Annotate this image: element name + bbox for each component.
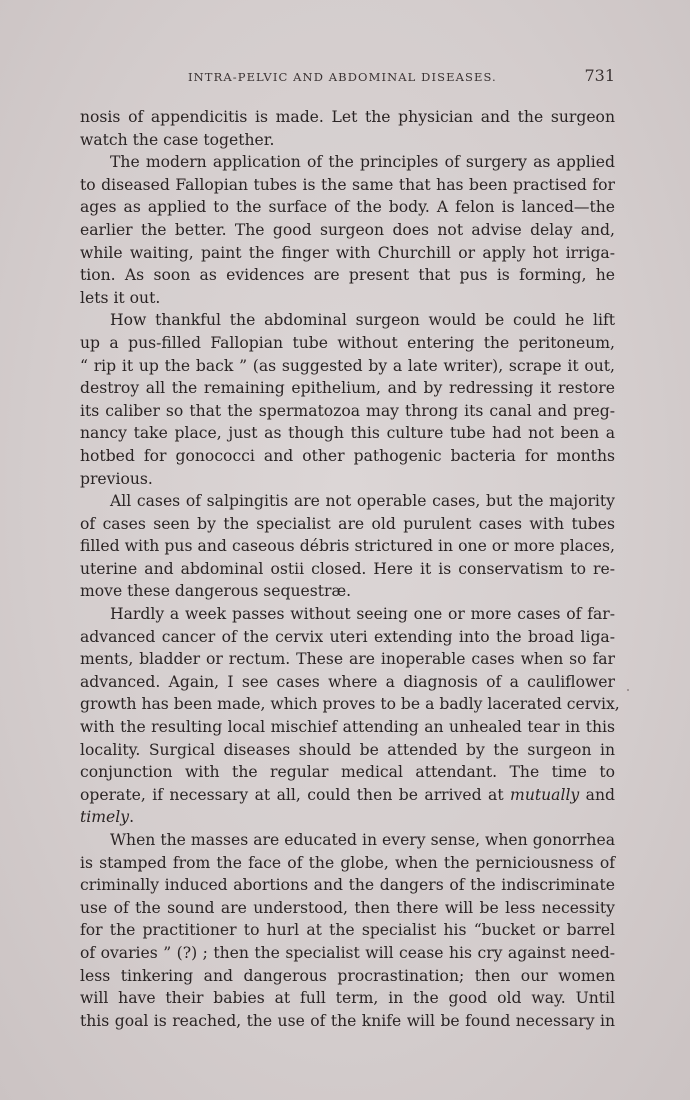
- text-line-content: criminally induced abortions and the dangers of the indiscriminate: [80, 876, 615, 895]
- text-line-content: nancy take place, just as though this culture tube had not been a: [80, 424, 615, 443]
- text-line: [80, 174, 615, 197]
- text-line: [80, 468, 615, 491]
- text-line-content: of ovaries ” (?) ; then the specialist will cease his cry against need-: [80, 943, 615, 962]
- text-line-content: How thankful the abdominal surgeon would be could he lift: [110, 311, 615, 330]
- text-line-content: up a pus-filled Fallopian tube without entering the peritoneum,: [80, 333, 615, 352]
- text-line: [80, 219, 615, 242]
- text-line-content: operate, if necessary at all, could then be arrived at: [80, 785, 504, 804]
- text-line-content: less tinkering and dangerous procrastination; then our women: [80, 966, 615, 985]
- body-text: [80, 106, 620, 1032]
- text-line: [80, 196, 615, 219]
- text-line: [80, 693, 620, 716]
- text-line-content: with the resulting local mischief attending an unhealed tear in this: [80, 718, 615, 737]
- text-line-content: previous.: [80, 469, 153, 488]
- paper-speck: [627, 689, 629, 691]
- text-line: [80, 761, 615, 784]
- text-line-content: uterine and abdominal ostii closed. Here it is conservatism to re-: [80, 559, 615, 578]
- text-line: [80, 558, 615, 581]
- text-line: [80, 445, 615, 468]
- text-line-content: will have their babies at full term, in the good old way. Until: [80, 989, 615, 1008]
- text-line: [80, 784, 615, 807]
- text-line-content: growth has been made, which proves to be a badly lacerated cervix,: [80, 695, 620, 714]
- text-line-content: this goal is reached, the use of the knife will be found necessary in: [80, 1011, 615, 1030]
- text-line: [80, 919, 615, 942]
- text-line: [80, 377, 615, 400]
- text-line-content: tion. As soon as evidences are present that pus is forming, he: [80, 266, 615, 285]
- text-line-content: to diseased Fallopian tubes is the same that has been practised for: [80, 175, 615, 194]
- text-line-content: destroy all the remaining epithelium, and by redressing it restore: [80, 379, 615, 398]
- text-line: [80, 151, 615, 174]
- italic-emphasis: timely: [80, 808, 130, 827]
- text-line: [80, 309, 615, 332]
- text-line: [80, 852, 615, 875]
- text-line-content: ments, bladder or rectum. These are inoperable cases when so far: [80, 650, 615, 669]
- text-line-content: hotbed for gonococci and other pathogenic bacteria for months: [80, 446, 615, 465]
- text-line-content: advanced. Again, I see cases where a diagnosis of a cauliflower: [80, 672, 615, 691]
- text-line-content: of cases seen by the specialist are old purulent cases with tubes: [80, 514, 615, 533]
- text-line: [80, 422, 615, 445]
- text-line-content: earlier the better. The good surgeon does not advise delay and,: [80, 220, 615, 239]
- text-line: [80, 287, 615, 310]
- text-line: [80, 648, 615, 671]
- text-line: [80, 106, 615, 129]
- text-line-content: The modern application of the principles of surgery as applied: [110, 153, 615, 172]
- text-line-tail: .: [129, 808, 135, 827]
- text-line: [80, 942, 615, 965]
- text-line-content: nosis of appendicitis is made. Let the physician and the surgeon: [80, 108, 615, 126]
- text-line-content: its caliber so that the spermatozoa may throng its canal and preg-: [80, 401, 615, 420]
- text-line: [80, 1010, 615, 1033]
- text-line: [80, 513, 615, 536]
- text-line-content: Hardly a week passes without seeing one or more cases of far-: [110, 605, 615, 624]
- text-line: [80, 874, 615, 897]
- text-line: [80, 965, 615, 988]
- text-line: [80, 626, 615, 649]
- text-line: [80, 400, 615, 423]
- text-line: [80, 671, 615, 694]
- text-line: [80, 355, 615, 378]
- text-line-content: locality. Surgical diseases should be attended by the surgeon in: [80, 740, 615, 759]
- text-line-tail: and: [579, 785, 615, 804]
- text-line: [80, 535, 615, 558]
- text-line-content: filled with pus and caseous débris strictured in one or more places,: [80, 537, 615, 556]
- text-line: [80, 264, 615, 287]
- text-line: [80, 897, 615, 920]
- text-line: [80, 242, 615, 265]
- text-line: [80, 490, 615, 513]
- text-line-content: use of the sound are understood, then there will be less necessity: [80, 898, 615, 917]
- running-head: [80, 66, 615, 88]
- text-line: [80, 716, 615, 739]
- text-line-content: advanced cancer of the cervix uteri extending into the broad liga-: [80, 627, 615, 646]
- text-line-content: move these dangerous sequestræ.: [80, 582, 352, 601]
- text-line-content: When the masses are educated in every sense, when gonorrhea: [110, 831, 615, 849]
- text-line-content: watch the case together.: [80, 130, 275, 149]
- text-line-content: ages as applied to the surface of the body. A felon is lanced—the: [80, 198, 615, 217]
- text-line: [80, 129, 615, 152]
- text-line: [80, 987, 615, 1010]
- text-line-content: for the practitioner to hurl at the specialist his “bucket or barrel: [80, 921, 615, 940]
- text-line: [80, 806, 615, 829]
- italic-emphasis: mutually: [503, 785, 580, 804]
- text-line: [80, 829, 615, 852]
- text-line: [80, 332, 615, 355]
- text-line: [80, 739, 615, 762]
- text-line: [80, 580, 615, 603]
- text-line-content: conjunction with the regular medical attendant. The time to: [80, 763, 615, 782]
- text-line-content: “ rip it up the back ” (as suggested by a late writer), scrape it out,: [80, 356, 615, 375]
- text-line-content: lets it out.: [80, 288, 161, 307]
- page-number: 731: [584, 66, 615, 85]
- text-line-content: All cases of salpingitis are not operable cases, but the majority: [110, 492, 615, 511]
- text-line-content: while waiting, paint the finger with Churchill or apply hot irriga-: [80, 243, 615, 262]
- text-line-content: is stamped from the face of the globe, when the perniciousness of: [80, 853, 615, 872]
- text-line: [80, 603, 615, 626]
- running-head-title: INTRA-PELVIC AND ABDOMINAL DISEASES.: [188, 70, 497, 84]
